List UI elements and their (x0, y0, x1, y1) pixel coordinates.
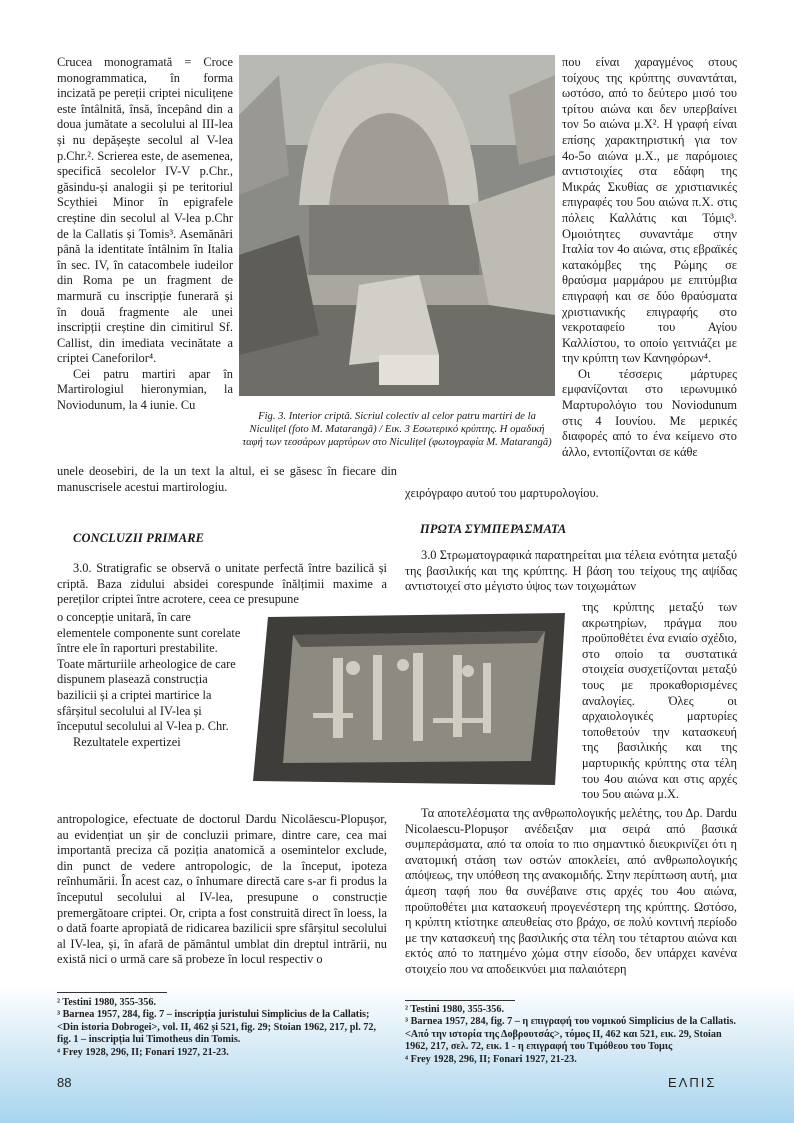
footnote-rule-gr (405, 1000, 515, 1001)
crypt-interior-photo (239, 55, 555, 396)
ro-text-conclusions-full: 3.0. Stratigrafic se observă o unitate perfectă între bazilică și criptă. Baza zidului absidei corespunde înălțimii maxime a pereților criptei între acrotere, ceea ce presupune (57, 561, 387, 607)
footnote-3-ro: ³ Barnea 1957, 284, fig. 7 – inscripția juristului Simplicius de la Callatis; <Din istoria Dobrogei>, vol. II, 462 și 521, fig. 29; Stoian 1962, 217, pl. 72, fig. 1 – inscripția lui Timotheus din Tomis. (57, 1009, 377, 1046)
journal-brand: ΕΛΠΙΣ (668, 1075, 717, 1090)
coffin-image (253, 613, 571, 793)
ro-paragraph-martyrology: Cei patru martiri apar în Martirologiul hieronymian, la Noviodunum, la 4 iunie. Cu (57, 366, 233, 413)
gr-text-conclusions-full: 3.0 Στρωματογραφικά παρατηρείται μια τέλεια ενότητα μεταξύ της βασιλικής και της κρύπτης. Η βάση του τείχους της αψίδας αντιστοιχεί στο μέγιστο ύψος των τοιχωμάτων (405, 548, 737, 594)
page-number: 88 (57, 1075, 72, 1090)
gr-text-top (562, 55, 737, 460)
heading-concluzii: CONCLUZII PRIMARE (73, 531, 205, 545)
gr-text-conclusions-narrow: της κρύπτης μεταξύ των ακρωτηρίων, πράγμα που προϋποθέτει ένα ενιαίο σχέδιο, στο οποίο τα συστατικά στοιχεία συσχετίζονται μεταξύ τους με προκαθορισμένες αναλογίες. Όλες οι αρχαιολογικές μαρτυρίες τοποθετούν την κατασκευή της βασιλικής και της μαρτυρικής κρύπτης στα τέλη του 4ου αιώνα και στις αρχές του 5ου αιώνα μ.Χ. (582, 600, 737, 802)
figure-3-caption: Fig. 3. Interior criptă. Sicriul colectiv al celor patru martiri de la Niculițel (foto M. Matarangă) / Εικ. 3 Εσωτερικό κρύπτης. Η ομαδική ταφή των τεσσάρων μαρτύρων στο Niculițel (φωτογραφία M. Matarangă) (242, 411, 552, 448)
gr-text-anthropology: Τα αποτελέσματα της ανθρωπολογικής μελέτης, του Δρ. Dardu Nicolaescu-Plopușor ανέδειξαν μια σειρά από βασικά συμπεράσματα, από τα οποία το πιο σημαντικό διευκρινίζει ότι η ανατομική στάση των οστών αποκλείει, από ανθρωπολογικής απόψεως, την υπόθεση της ανακομιδής. Στην περίπτωση αυτή, μια άμεση ταφή που θα συνέβαινε στις αρχές του 4ου αιώνα, προϋποθέτει μια κατασκευή προγενέστερη της κρύπτης. Ωστόσο, η κρύπτη κτίστηκε απευθείας στο βράχο, σε πολύ κοντινή περίοδο με την κατασκευή της βασιλικής στα τέλη του τέταρτου αιώνα και εκτός από το πατημένο χώμα στην είσοδο, δεν υπάρχει κανένα στοιχείο που να αποδεικνύει μια παλαιότερη (405, 806, 737, 976)
coffin-photo (253, 613, 571, 793)
footnote-3-gr: ³ Barnea 1957, 284, fig. 7 – η επιγραφή του νομικού Simplicius de la Callatis. <Από την ιστορία της Δοβρουτσάς>, τόμος II, 462 και 521, εικ. 29, Stoian 1962, 217, σελ. 72, εικ. 1 - η επιγραφή του Τιμόθεου του Τομις (405, 1016, 736, 1053)
footnote-2-ro: ² Testini 1980, 355-356. (57, 997, 156, 1008)
footnote-4-gr: ⁴ Frey 1928, 296, II; Fonari 1927, 21-23. (405, 1053, 577, 1065)
gr-text-span: χειρόγραφο αυτού του μαρτυρολογίου. (405, 486, 599, 500)
crypt-interior-image (239, 55, 555, 396)
gr-paragraph-martyrology: Οι τέσσερις μάρτυρες εμφανίζονται στο ιερωνυμικό Μαρτυρολόγιο του Noviodunum στις 4 Ιουνίου. Με μερικές διαφορές από το ένα κείμενο στο άλλο, εντοπίζονται σε κάθε (562, 366, 737, 459)
heading-symperasmata: ΠΡΩΤΑ ΣΥΜΠΕΡΑΣΜΑΤΑ (420, 522, 567, 536)
ro-paragraph-monogram: Crucea monogramată = Croce monogrammatica, în forma incizată pe pereții criptei niculițene este întâlnită, însă, începând din a doua jumătate a secolului al III-lea și nu depășește secolul al V-lea p.Chr.². Scrierea este, de asemenea, specifică secolelor IV-V p.Chr., găsindu-și analogii și pe teritoriul Scythiei Minor în epigrafele creștine din secolul al V-lea p.Chr de la Callatis și Tomis³. Asemănări până la identitate întâlnim în Italia în sec. IV, în catacombele iudeilor din Roma pe un fragment de marmură cu inscripție funerară și în două fragmente ale unei inscripții creștine din cimitirul Sf. Callist, din imediata vecinătate a criptei Caneforilor⁴. (57, 55, 233, 366)
footnotes-gr (405, 1004, 740, 1066)
footnote-4-ro: ⁴ Frey 1928, 296, II; Fonari 1927, 21-23. (57, 1046, 229, 1058)
ro-text-conclusions-narrow: o concepție unitară, în care elementele componente sunt corelate între ele în raporturi prestabilite. Toate mărturiile arheologice de care dispunem plasează construcția bazilicii și a criptei martirice la sfârșitul secolului al IV-lea și începutul secolului al V-lea p. Chr. Rezultatele expertizei (57, 610, 241, 749)
ro-text-anthropology: antropologice, efectuate de doctorul Dardu Nicolăescu-Plopușor, au evidențiat un șir de concluzii primare, dintre care, cea mai importantă preciza că poziția anatomică a osemintelor exclude, din punct de vedere antropologic, de la început, ipoteza reînhumării. În acest caz, o înhumare directă care s-ar fi produs la începutul secolului al IV-lea, presupune o construcție premergătoare criptei. Or, cripta a fost construită direct în loess, la o dată foarte apropiată de ridicarea bazilicii spre sfârșitul secolului al IV-lea, și, în afară de pământul umblat din dreptul intrării, nu există nici o urmă care să probeze în locul respectiv o (57, 812, 387, 967)
footnote-rule-ro (57, 992, 167, 993)
footnote-2-gr: ² Testini 1980, 355-356. (405, 1004, 504, 1015)
ro-text-top (57, 55, 233, 414)
ro-text-span: unele deosebiri, de la un text la altul, ei se găsesc în fiecare din manuscrisele acestui martirologiu. (57, 464, 397, 494)
gr-paragraph-monogram: που είναι χαραγμένος στους τοίχους της κρύπτης συναντάται, ωστόσο, από το δεύτερο μισό του τρίτου αιώνα και δεν υπερβαίνει τον 5ο αιώνα μ.Χ². Η γραφή είναι επίσης χαρακτηριστική για τον 4ο-5ο αιώνα μ.Χ., με παρόμοιες αντιστοιχίες στα εδάφη της Μικράς Σκυθίας σε χριστιανικές επιγραφές του 5ου αιώνα π.Χ. στις πόλεις Καλλάτις και Τόμις³. Ομοιότητες συναντάμε στην Ιταλία τον 4ο αιώνα, στις εβραϊκές κατακόμβες της Ρώμης σε θραύσμα μαρμάρου με επιτύμβια επιγραφή και σε δύο θραύσματα χριστιανικής επιγραφής στο νεκροταφείο του Αγίου Καλλίστου, το οποίο γειτνιάζει με την κρύπτη των Κανηφόρων⁴. (562, 55, 737, 366)
footnotes-ro (57, 997, 392, 1059)
